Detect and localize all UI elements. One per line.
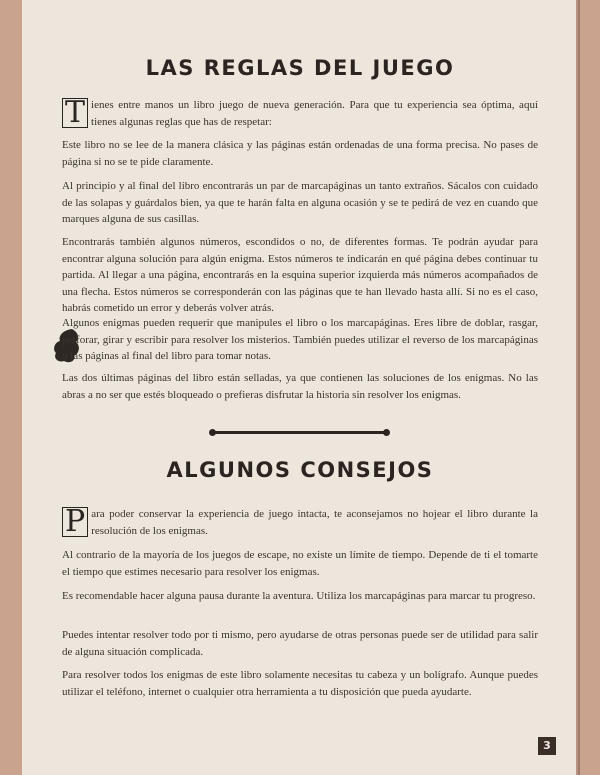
rules-paragraph-3: Encontrarás también algunos números, escondidos o no, de diferentes formas. Te podrán ayudar para encontrar alguna solución para algún enigma. Estos números te indicarán en qué página debes continuar tu partida. Al llegar a una página, encontrarás en la esquina superior izquierda más números acompañados de una flecha. Estos números se corresponderán con las páginas que te han llevado hasta allí. Si no es el caso, habrás cometido un error y deberás volver atrás. — [62, 236, 538, 314]
rules-paragraph-2: Al principio y al final del libro encontrarás un par de marcapáginas un tanto extraños. Sácalos con cuidado de las solapas y guárdalos bien, ya que te harán falta en alguna ocasión y se te pedirá de vez en cuando que marques alguna de sus casillas. — [62, 180, 538, 225]
tips-intro-paragraph — [62, 506, 538, 539]
rules-paragraph-4: Algunos enigmas pueden requerir que manipules el libro o los marcapáginas. Eres libre de doblar, rasgar, perforar, girar y escribir para resolver los misterios. También puedes utilizar el reverso de los marcapáginas o las páginas al final del libro para tomar notas. — [62, 317, 538, 362]
rules-intro-paragraph — [62, 97, 538, 130]
rules-dropcap: T — [62, 98, 88, 128]
rules-paragraph-5: Las dos últimas páginas del libro están selladas, ya que contienen las soluciones de los enigmas. No las abras a no ser que estés bloqueado o prefieras disfrutar la historia sin resolver los enigmas. — [62, 372, 538, 401]
tips-paragraph-3: Puedes intentar resolver todo por ti mismo, pero ayudarse de otras personas puede ser de utilidad para salir de alguna situación complicada. — [62, 629, 538, 658]
tips-heading: ALGUNOS CONSEJOS — [166, 458, 434, 482]
page-number: 3 — [538, 737, 556, 755]
rules-heading: LAS REGLAS DEL JUEGO — [145, 56, 455, 80]
book-page — [22, 0, 580, 775]
tips-paragraph-4: Para resolver todos los enigmas de este libro solamente necesitas tu cabeza y un bolígrafo. Aunque puedes utilizar el teléfono, internet o cualquier otra herramienta a tu disposición que pueda ayudarte. — [62, 669, 538, 698]
tips-paragraph-2: Es recomendable hacer alguna pausa durante la aventura. Utiliza los marcapáginas para marcar tu progreso. — [62, 590, 536, 602]
tips-paragraph-1: Al contrario de la mayoría de los juegos de escape, no existe un límite de tiempo. Depende de ti el tomarte el tiempo que estimes necesario para resolver los enigmas. — [62, 549, 538, 578]
rules-intro-text: ienes entre manos un libro juego de nueva generación. Para que tu experiencia sea óptima, aquí tienes algunas reglas que has de respetar: — [91, 99, 538, 128]
section-divider — [212, 431, 387, 434]
tips-intro-text: ara poder conservar la experiencia de juego intacta, te aconsejamos no hojear el libro durante la resolución de los enigmas. — [91, 508, 538, 537]
rules-paragraph-1: Este libro no se lee de la manera clásica y las páginas están ordenadas de una forma precisa. No pases de página si no se te pide claramente. — [62, 139, 538, 168]
tips-dropcap: P — [62, 507, 88, 537]
